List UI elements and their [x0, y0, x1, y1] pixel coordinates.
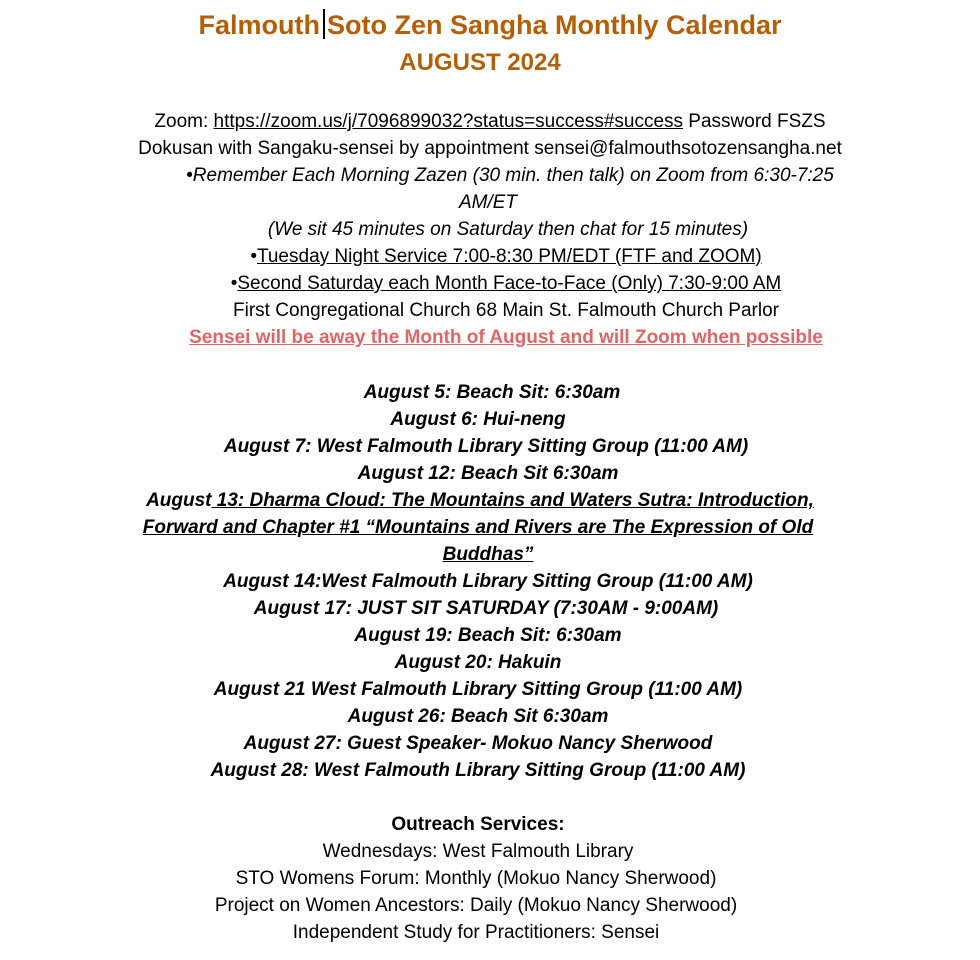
tuesday-service-line [16, 243, 980, 270]
event-aug-26: August 26: Beach Sit 6:30am [347, 706, 609, 727]
event-aug-12: August 12: Beach Sit 6:30am [357, 463, 619, 484]
bullet: • [250, 246, 257, 267]
event-aug-20: August 20: Hakuin [394, 652, 562, 673]
away-notice: Sensei will be away the Month of August and will Zoom when possible [189, 327, 823, 348]
second-saturday-text: Second Saturday each Month Face-to-Face (Only) 7:30-9:00 AM [237, 273, 782, 294]
month-heading: AUGUST 2024 [399, 49, 561, 76]
event-aug-21: August 21 West Falmouth Library Sitting Group (11:00 AM) [213, 679, 743, 700]
second-saturday-line [16, 270, 980, 297]
event-aug-13 [0, 487, 970, 514]
outreach-heading: Outreach Services: [391, 814, 565, 835]
event-aug-17: August 17: JUST SIT SATURDAY (7:30AM - 9:00AM) [253, 598, 719, 619]
outreach-item-wednesdays: Wednesdays: West Falmouth Library [322, 841, 634, 862]
event-aug-13-title: 13: Dharma Cloud: The Mountains and Waters Sutra: Introduction, [211, 490, 814, 511]
title-part-calendar: Soto Zen Sangha Monthly Calendar [326, 10, 782, 40]
event-aug-28: August 28: West Falmouth Library Sitting Group (11:00 AM) [210, 760, 746, 781]
event-aug-7: August 7: West Falmouth Library Sitting Group (11:00 AM) [223, 436, 749, 457]
dokusan-line: Dokusan with Sangaku-sensei by appointment sensei@falmouthsotozensangha.net [138, 138, 842, 159]
page-title [0, 8, 980, 42]
outreach-item-independent-study: Independent Study for Practitioners: Sensei [292, 922, 660, 943]
morning-zazen-line: •Remember Each Morning Zazen (30 min. then talk) on Zoom from 6:30-7:25 [186, 165, 834, 186]
event-aug-27: August 27: Guest Speaker- Mokuo Nancy Sherwood [243, 733, 713, 754]
zoom-link[interactable]: https://zoom.us/j/7096899032?status=success#success [213, 111, 684, 132]
event-aug-13-cont: Forward and Chapter #1 “Mountains and Rivers are The Expression of Old [142, 517, 814, 538]
event-aug-14: August 14:West Falmouth Library Sitting Group (11:00 AM) [223, 571, 753, 592]
outreach-item-women-ancestors: Project on Women Ancestors: Daily (Mokuo Nancy Sherwood) [214, 895, 738, 916]
tuesday-service-text: Tuesday Night Service 7:00-8:30 PM/EDT (FTF and ZOOM) [256, 246, 762, 267]
saturday-note-line: (We sit 45 minutes on Saturday then chat for 15 minutes) [267, 219, 749, 240]
zoom-password: Password FSZS [683, 111, 826, 132]
bullet: • [230, 273, 238, 294]
outreach-item-sto-forum: STO Womens Forum: Monthly (Mokuo Nancy Sherwood) [235, 868, 717, 889]
location-line: First Congregational Church 68 Main St. Falmouth Church Parlor [233, 300, 779, 321]
event-aug-5: August 5: Beach Sit: 6:30am [363, 382, 621, 403]
event-aug-19: August 19: Beach Sit: 6:30am [354, 625, 622, 646]
title-part-falmouth: Falmouth [198, 10, 320, 40]
zoom-line [0, 108, 980, 135]
zoom-label: Zoom: [154, 111, 214, 132]
event-aug-13-prefix: August [146, 490, 212, 511]
event-aug-13-cont2: Buddhas” [442, 544, 534, 565]
event-aug-6: August 6: Hui-neng [390, 409, 566, 430]
text-cursor-divider [323, 9, 325, 39]
morning-zazen-line-cont: AM/ET [458, 192, 518, 213]
